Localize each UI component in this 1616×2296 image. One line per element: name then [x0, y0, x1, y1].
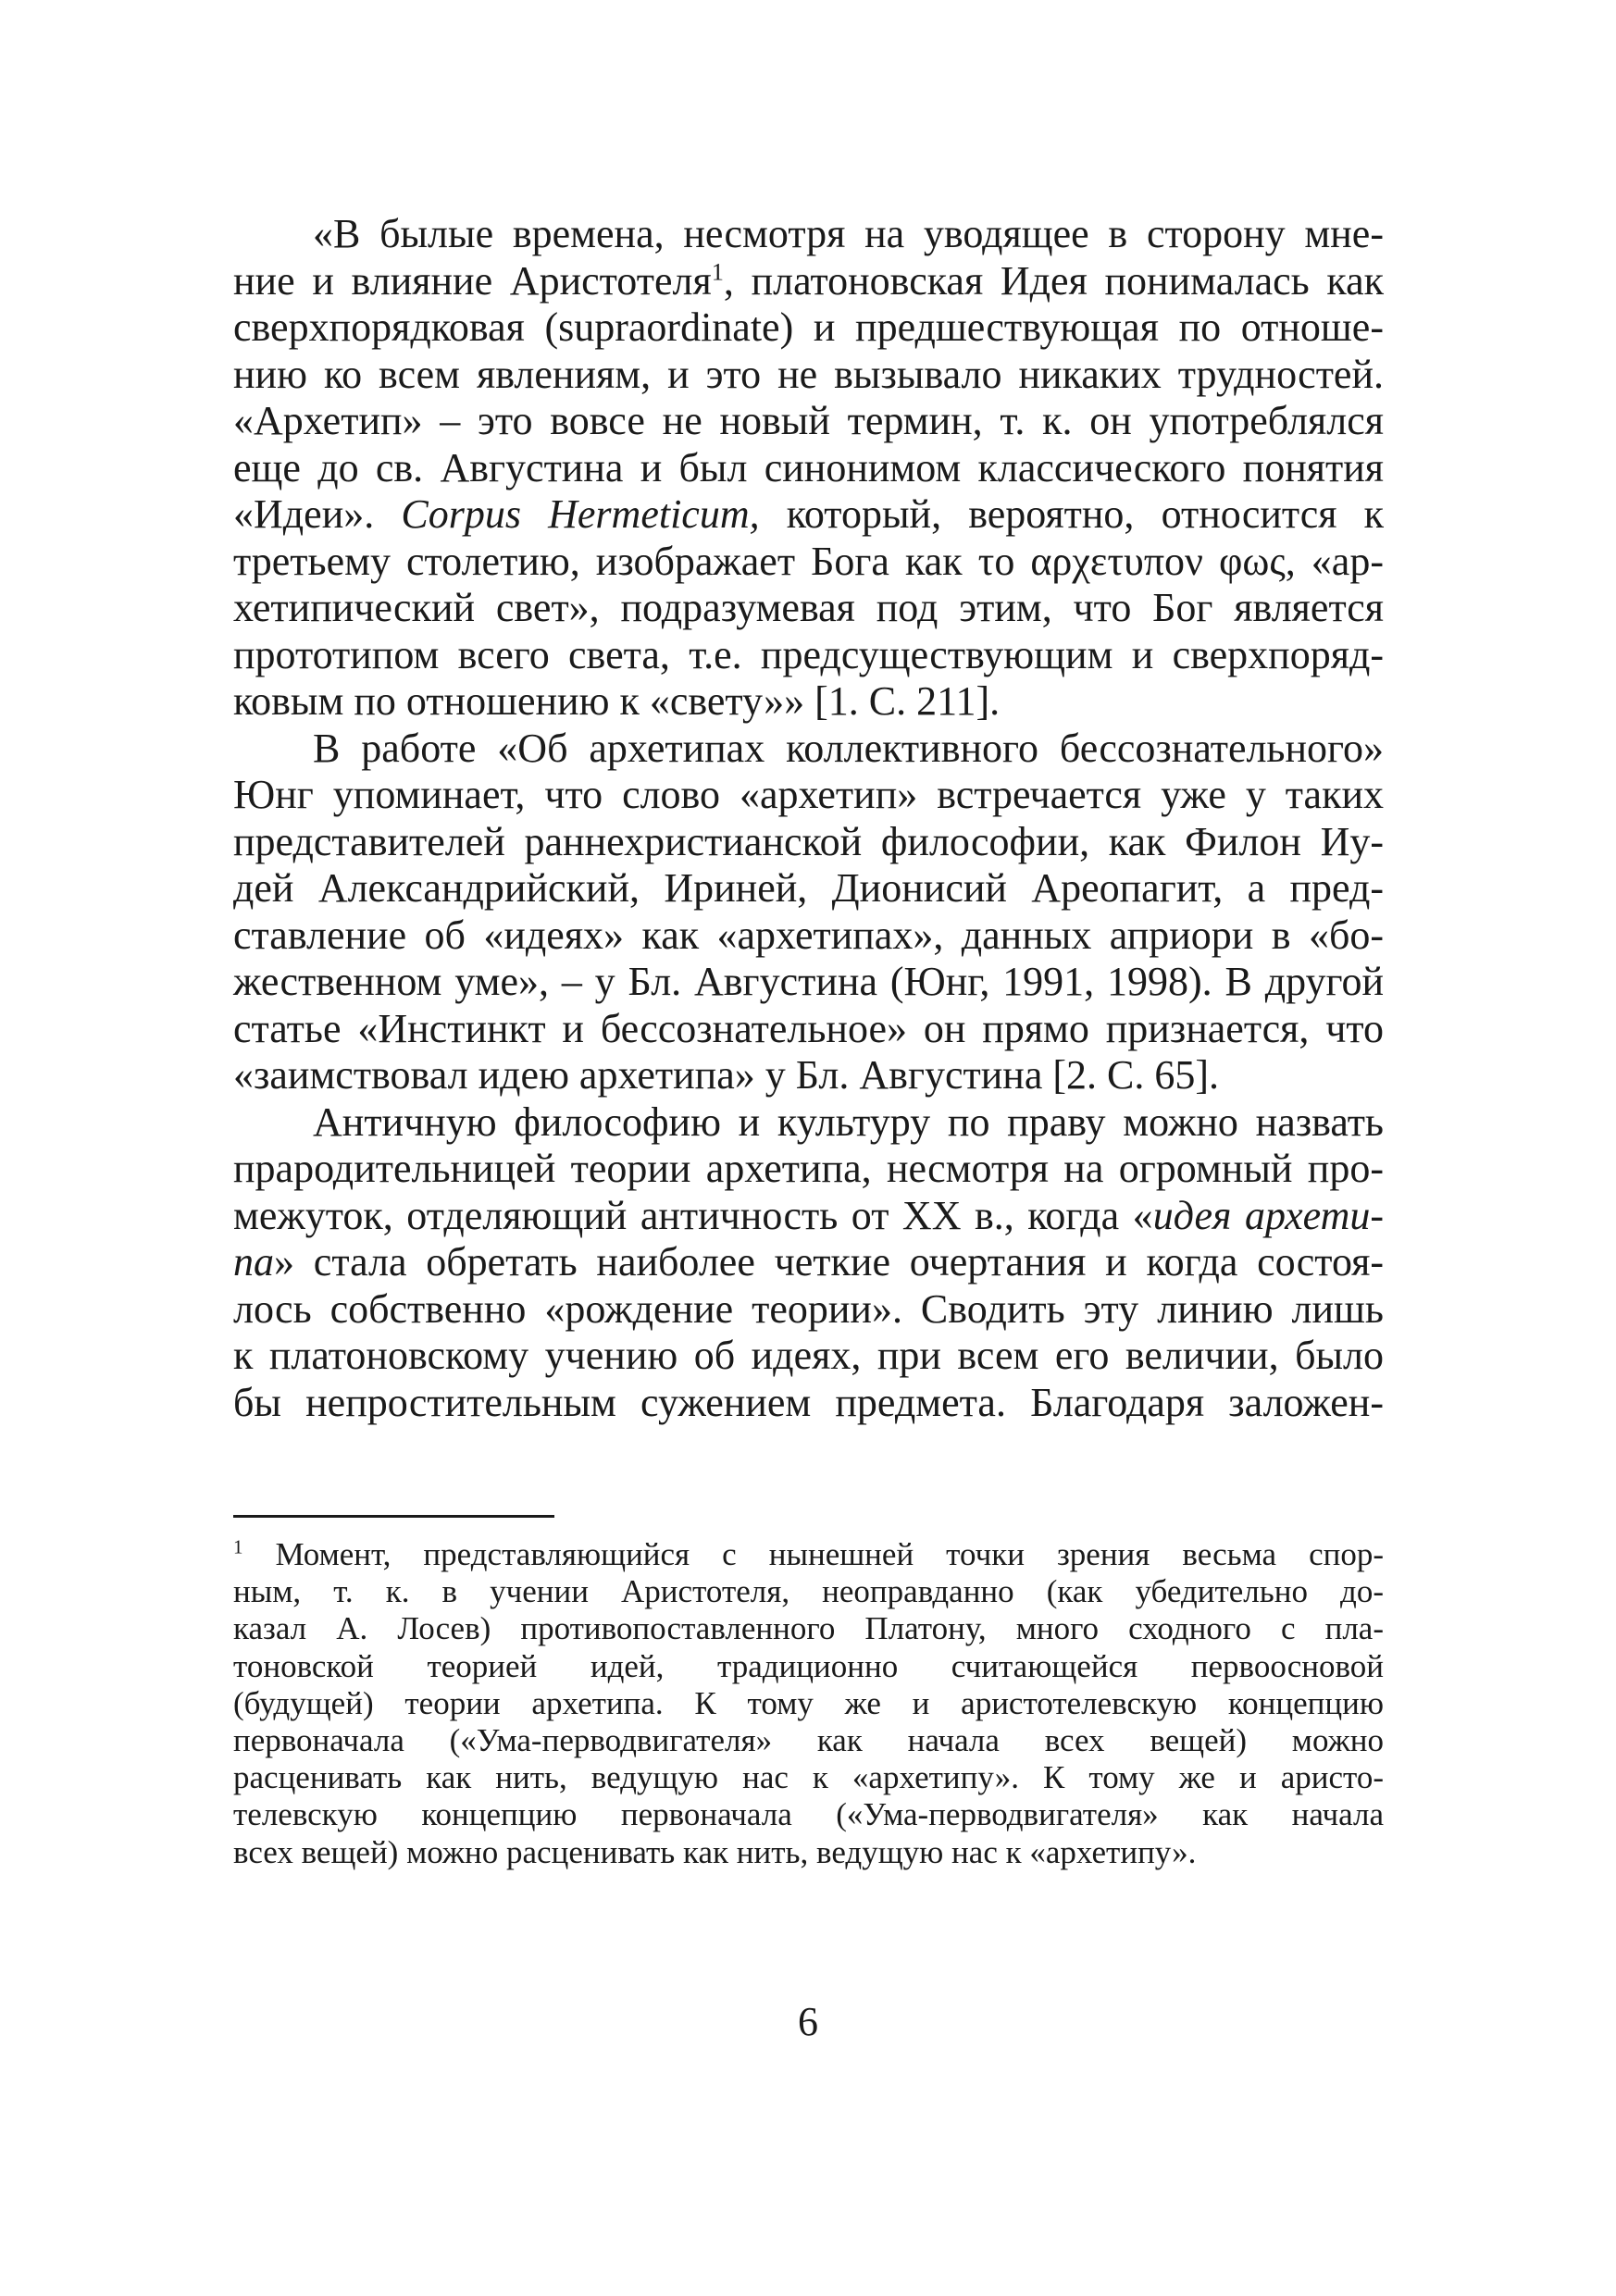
footnote: [233, 1536, 1384, 1871]
text-line: лось собственно «рождение теории». Сводить эту линию лишь: [233, 1285, 1384, 1332]
text-line: «Архетип» – это вовсе не новый термин, т. к. он употреблялся: [233, 398, 1384, 443]
footnote-line: (будущей) теории архетипа. К тому же и аристотелевскую концепцию: [233, 1684, 1384, 1721]
text-fragment: » стала обретать наиболее четкие очертания и когда состоя-: [274, 1239, 1384, 1285]
text-line: Юнг упоминает, что слово «архетип» встречается уже у таких: [233, 772, 1384, 817]
text-line: хетипический свет», подразумевая под этим, что Бог является: [233, 585, 1384, 630]
footnote-line: [233, 1536, 1384, 1573]
text-line: «В былые времена, несмотря на уводящее в сторону мне-: [313, 211, 1384, 256]
text-fragment: ние и влияние Аристотеля: [233, 257, 712, 304]
footnote-line: тоновской теорией идей, традиционно считающейся первоосновой: [233, 1647, 1384, 1684]
text-line: к платоновскому учению об идеях, при всем его величии, было: [233, 1333, 1384, 1378]
text-line: [233, 258, 1384, 305]
footnote-line: казал А. Лосев) противопоставленного Платону, много сходного с пла-: [233, 1610, 1384, 1647]
text-line: сверхпорядковая (supraordinate) и предшествующая по отноше-: [233, 304, 1384, 350]
footnote-separator: [233, 1515, 554, 1518]
italic-title: Corpus Hermeticum,: [401, 491, 760, 537]
text-line: жественном уме», – у Бл. Августина (Юнг, 1991, 1998). В другой: [233, 959, 1384, 1004]
footnote-line: ным, т. к. в учении Аристотеля, неоправданно (как убедительно до-: [233, 1573, 1384, 1610]
footnote-line: всех вещей) можно расценивать как нить, ведущую нас к «архетипу».: [233, 1833, 1197, 1870]
text-line: Античную философию и культуру по праву можно назвать: [313, 1098, 1384, 1145]
footnote-line: первоначала («Ума-перводвигателя» как начала всех вещей) можно: [233, 1721, 1384, 1758]
text-fragment: межуток, отделяющий античность от XX в., когда «: [233, 1192, 1153, 1238]
text-line: нию ко всем явлениям, и это не вызывало никаких трудностей.: [233, 351, 1384, 397]
text-line: ставление об «идеях» как «архетипах», данных априори в «бо-: [233, 912, 1384, 958]
text-line: еще до св. Августина и был синонимом классического понятия: [233, 444, 1384, 490]
text-line: прототипом всего света, т.е. предсуществующим и сверхпоряд-: [233, 631, 1384, 677]
page-number: 6: [798, 1999, 818, 2044]
text-line: «заимствовал идею архетипа» у Бл. Августина [2. С. 65].: [233, 1052, 1220, 1098]
italic-phrase: идея архети-: [1152, 1192, 1384, 1238]
text-line: [233, 1239, 1384, 1286]
text-fragment: «Идеи».: [233, 491, 375, 537]
text-fragment: Момент, представляющийся с нынешней точки зрения весьма спор-: [242, 1536, 1384, 1572]
text-line: дей Александрийский, Ириней, Дионисий Ареопагит, а пред-: [233, 865, 1384, 911]
text-fragment: , платоновская Идея понималась как: [723, 257, 1385, 304]
text-line: В работе «Об архетипах коллективного бессознательного»: [313, 725, 1384, 771]
text-line: третьему столетию, изображает Бога как το αρχετυπον φως, «ар-: [233, 538, 1384, 584]
text-line: прародительницей теории архетипа, несмотря на огромный про-: [233, 1146, 1384, 1191]
body-text: [233, 211, 1384, 1426]
text-line: представителей раннехристианской философии, как Филон Иу-: [233, 818, 1384, 864]
text-line: [233, 1193, 1384, 1240]
text-fragment: который, вероятно, относится к: [759, 491, 1384, 537]
footnote-line: расценивать как нить, ведущую нас к «архетипу». К тому же и аристо-: [233, 1759, 1384, 1796]
text-line: [233, 491, 1384, 539]
text-line: ковым по отношению к «свету»» [1. С. 211].: [233, 678, 1001, 724]
footnote-marker: 1: [233, 1535, 243, 1558]
footnote-reference[interactable]: 1: [711, 256, 724, 285]
text-line: бы непростительным сужением предмета. Благодаря заложен-: [233, 1379, 1384, 1425]
footnote-line: телевскую концепцию первоначала («Ума-перводвигателя» как начала: [233, 1796, 1384, 1833]
text-line: статье «Инстинкт и бессознательное» он прямо признается, что: [233, 1005, 1384, 1051]
italic-phrase: па: [233, 1239, 274, 1285]
